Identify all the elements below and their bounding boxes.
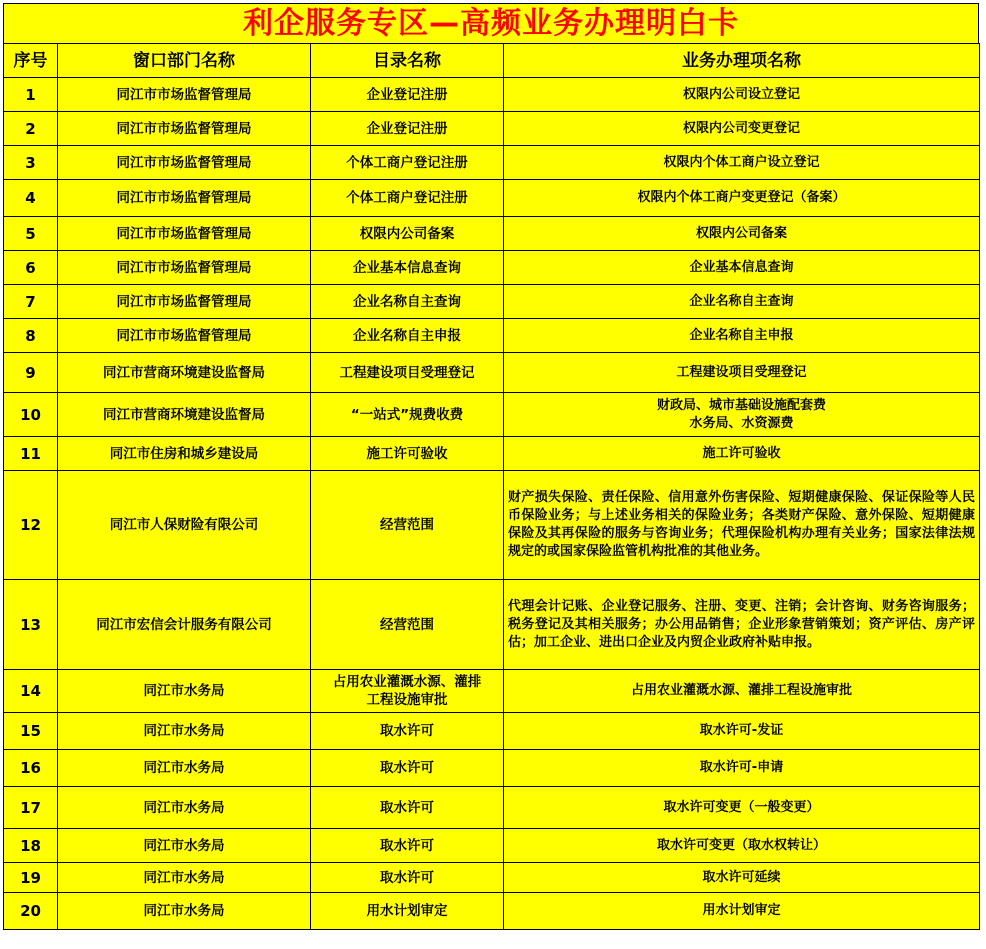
row-dept: 同江市水务局 — [58, 670, 311, 713]
table-row — [4, 787, 980, 829]
row-dept: 同江市水务局 — [58, 829, 311, 863]
row-no: 3 — [4, 146, 58, 180]
row-catalog: 经营范围 — [311, 580, 504, 670]
row-dept: 同江市市场监督管理局 — [58, 146, 311, 180]
row-catalog: 企业名称自主查询 — [311, 285, 504, 319]
row-no: 6 — [4, 251, 58, 285]
row-catalog: 个体工商户登记注册 — [311, 146, 504, 180]
table-row — [4, 471, 980, 580]
header-row — [4, 44, 980, 78]
row-dept: 同江市市场监督管理局 — [58, 251, 311, 285]
row-dept: 同江市水务局 — [58, 863, 311, 893]
table-row — [4, 319, 980, 353]
header-no: 序号 — [4, 44, 58, 78]
row-no: 20 — [4, 893, 58, 930]
header-item: 业务办理项名称 — [504, 44, 980, 78]
row-dept: 同江市市场监督管理局 — [58, 319, 311, 353]
row-dept: 同江市人保财险有限公司 — [58, 471, 311, 580]
row-catalog — [311, 670, 504, 713]
table-row — [4, 285, 980, 319]
row-catalog: 工程建设项目受理登记 — [311, 353, 504, 393]
table-row — [4, 750, 980, 787]
table-row — [4, 251, 980, 285]
row-item: 用水计划审定 — [504, 893, 980, 930]
row-catalog: 企业登记注册 — [311, 78, 504, 112]
row-dept: 同江市市场监督管理局 — [58, 217, 311, 251]
table-row — [4, 670, 980, 713]
row-catalog: 经营范围 — [311, 471, 504, 580]
table-row — [4, 112, 980, 146]
table-row — [4, 393, 980, 437]
table-row — [4, 146, 980, 180]
row-item: 企业名称自主查询 — [504, 285, 980, 319]
row-no: 10 — [4, 393, 58, 437]
row-catalog: “一站式”规费收费 — [311, 393, 504, 437]
row-dept: 同江市水务局 — [58, 787, 311, 829]
row-dept: 同江市水务局 — [58, 713, 311, 750]
row-catalog: 取水许可 — [311, 829, 504, 863]
card-title: 利企服务专区—高频业务办理明白卡 — [3, 3, 979, 43]
row-catalog: 企业登记注册 — [311, 112, 504, 146]
row-no: 18 — [4, 829, 58, 863]
row-no: 9 — [4, 353, 58, 393]
row-catalog: 取水许可 — [311, 750, 504, 787]
row-no: 15 — [4, 713, 58, 750]
row-dept: 同江市宏信会计服务有限公司 — [58, 580, 311, 670]
table-row — [4, 580, 980, 670]
row-catalog: 取水许可 — [311, 863, 504, 893]
row-no: 14 — [4, 670, 58, 713]
row-no: 17 — [4, 787, 58, 829]
row-catalog: 用水计划审定 — [311, 893, 504, 930]
row-item: 企业基本信息查询 — [504, 251, 980, 285]
row-no: 1 — [4, 78, 58, 112]
row-dept: 同江市住房和城乡建设局 — [58, 437, 311, 471]
table-row — [4, 893, 980, 930]
row-catalog-line: 占用农业灌溉水源、灌排 — [332, 674, 482, 690]
row-no: 13 — [4, 580, 58, 670]
row-item: 权限内公司变更登记 — [504, 112, 980, 146]
row-no: 4 — [4, 180, 58, 217]
table-row — [4, 180, 980, 217]
row-no: 11 — [4, 437, 58, 471]
row-item: 占用农业灌溉水源、灌排工程设施审批 — [504, 670, 980, 713]
row-item: 企业名称自主申报 — [504, 319, 980, 353]
row-catalog: 个体工商户登记注册 — [311, 180, 504, 217]
row-dept: 同江市市场监督管理局 — [58, 78, 311, 112]
row-item: 工程建设项目受理登记 — [504, 353, 980, 393]
row-item-line: 财政局、城市基础设施配套费 — [656, 397, 826, 413]
row-dept: 同江市水务局 — [58, 750, 311, 787]
table-row — [4, 713, 980, 750]
row-no: 5 — [4, 217, 58, 251]
header-catalog: 目录名称 — [311, 44, 504, 78]
table-row — [4, 437, 980, 471]
row-no: 2 — [4, 112, 58, 146]
row-no: 16 — [4, 750, 58, 787]
table-row — [4, 829, 980, 863]
row-catalog: 取水许可 — [311, 713, 504, 750]
row-item: 施工许可验收 — [504, 437, 980, 471]
row-item: 财产损失保险、责任保险、信用意外伤害保险、短期健康保险、保证保险等人民币保险业务；与上述业务相关的保险业务；各类财产保险、意外保险、短期健康保险及其再保险的服务与咨询业务；代理保险机构办理有关业务；国家法律法规规定的或国家保险监管机构批准的其他业务。 — [504, 471, 980, 580]
business-guide-card — [3, 3, 979, 930]
row-item: 权限内公司备案 — [504, 217, 980, 251]
row-item: 取水许可变更（取水权转让） — [504, 829, 980, 863]
header-dept: 窗口部门名称 — [58, 44, 311, 78]
row-catalog: 施工许可验收 — [311, 437, 504, 471]
row-dept: 同江市市场监督管理局 — [58, 285, 311, 319]
row-dept: 同江市营商环境建设监督局 — [58, 393, 311, 437]
row-dept: 同江市营商环境建设监督局 — [58, 353, 311, 393]
row-item: 权限内公司设立登记 — [504, 78, 980, 112]
row-no: 8 — [4, 319, 58, 353]
table-row — [4, 217, 980, 251]
table-row — [4, 78, 980, 112]
row-no: 19 — [4, 863, 58, 893]
row-catalog: 取水许可 — [311, 787, 504, 829]
row-item-line: 水务局、水资源费 — [689, 415, 794, 431]
row-item: 代理会计记账、企业登记服务、注册、变更、注销；会计咨询、财务咨询服务；税务登记及其相关服务；办公用品销售；企业形象营销策划；资产评估、房产评估；加工企业、进出口企业及内贸企业政府补贴申报。 — [504, 580, 980, 670]
row-item: 权限内个体工商户设立登记 — [504, 146, 980, 180]
row-catalog: 企业名称自主申报 — [311, 319, 504, 353]
row-no: 12 — [4, 471, 58, 580]
row-catalog-line: 工程设施审批 — [366, 692, 448, 708]
row-item: 取水许可-申请 — [504, 750, 980, 787]
row-item: 取水许可-发证 — [504, 713, 980, 750]
table-row — [4, 863, 980, 893]
table-row — [4, 353, 980, 393]
row-no: 7 — [4, 285, 58, 319]
row-dept: 同江市水务局 — [58, 893, 311, 930]
row-catalog: 权限内公司备案 — [311, 217, 504, 251]
row-item: 取水许可延续 — [504, 863, 980, 893]
row-item: 取水许可变更（一般变更） — [504, 787, 980, 829]
row-catalog: 企业基本信息查询 — [311, 251, 504, 285]
row-item: 权限内个体工商户变更登记（备案） — [504, 180, 980, 217]
row-dept: 同江市市场监督管理局 — [58, 112, 311, 146]
row-dept: 同江市市场监督管理局 — [58, 180, 311, 217]
business-table — [3, 43, 980, 930]
row-item — [504, 393, 980, 437]
